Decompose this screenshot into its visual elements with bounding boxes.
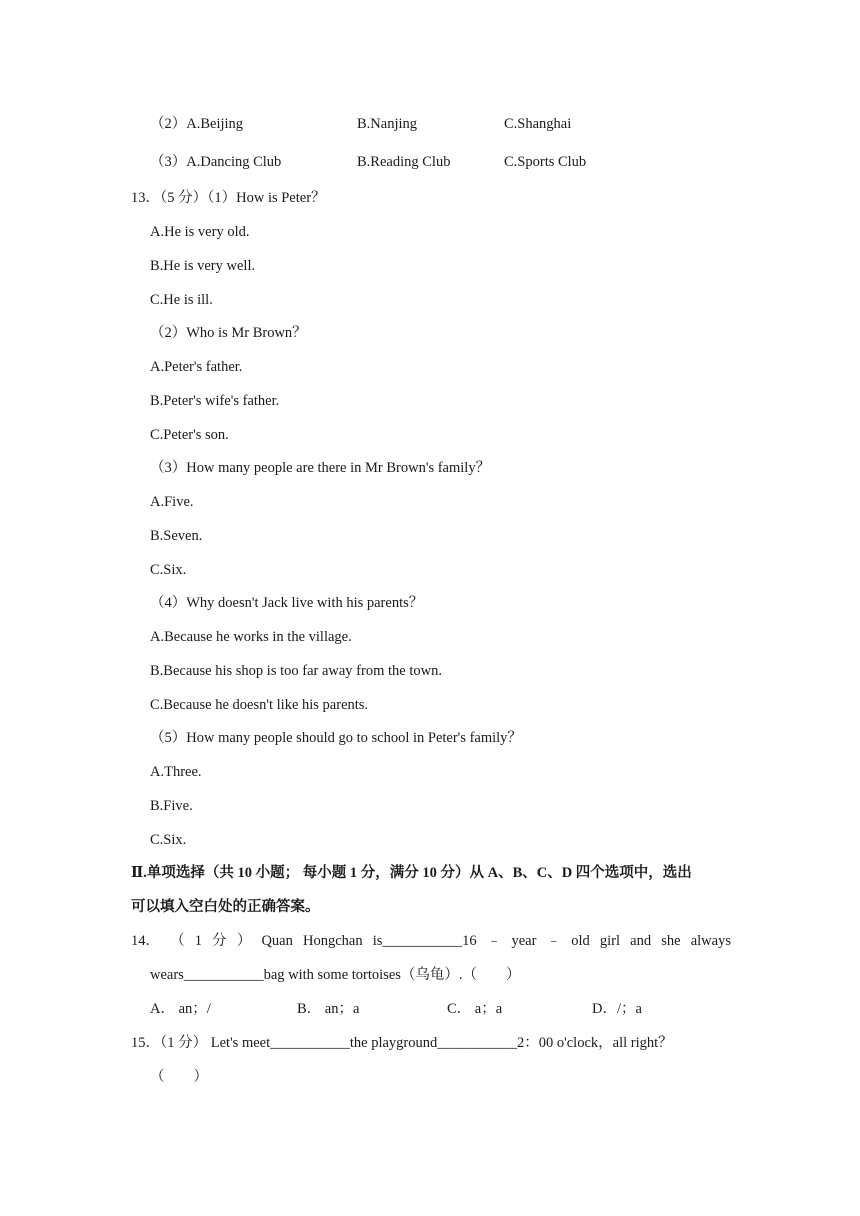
q14-word: always [690,933,731,949]
q12-item3-num-a [150,153,281,171]
q13-s4-option-b: B.Because his shop is too far away from the town. [150,663,442,679]
q14-word: ﹣ [546,933,562,949]
q14-word: 分 [212,933,227,949]
q15-line2: （ ） [150,1069,208,1085]
q14-word: she [661,933,681,949]
q15-line1: 15．（1 分） Let's meet___________the playground___________2：00 o'clock，all right？ [131,1035,673,1051]
q12-item2-num-a [150,115,243,133]
q12-item3-option-a: A.Dancing Club [186,154,282,170]
q13-s5-option-c: C.Six. [150,832,187,848]
q14-word: year [511,933,537,949]
q14-option-a: A． an；/ [150,1001,211,1017]
q13-s2-question: （2）Who is Mr Brown？ [150,325,307,341]
q14-option-b: B． an；a [297,1001,360,1017]
q13-s5-question: （5）How many people should go to school in Peter's family？ [150,730,522,746]
q14-word: Quan [261,933,293,949]
q13-s3-option-b: B.Seven. [150,528,203,544]
q14-word: and [630,933,652,949]
q13-s4-option-a: A.Because he works in the village. [150,629,352,645]
q13-s1-option-b: B.He is very well. [150,258,256,274]
q14-line1 [131,932,731,950]
q12-item2-option-b: B.Nanjing [357,116,418,132]
q12-item2-number: （2） [150,116,187,132]
q13-s3-option-a: A.Five. [150,494,194,510]
q14-word: Hongchan [303,933,363,949]
q12-item3-option-c: C.Sports Club [504,154,587,170]
q14-word: （ [170,933,185,949]
q14-word: old [571,933,590,949]
q13-s5-option-b: B.Five. [150,798,193,814]
q13-s3-question: （3）How many people are there in Mr Brown's family？ [150,460,491,476]
q12-item3-number: （3） [150,154,187,170]
q14-option-c: C． a；a [447,1001,503,1017]
q13-s2-option-c: C.Peter's son. [150,427,229,443]
q14-word: is___________16 [372,933,477,949]
q13-s1-option-a: A.He is very old. [150,224,250,240]
q12-item2-option-a: A.Beijing [186,116,244,132]
q13-s5-option-a: A.Three. [150,764,202,780]
q13-header: 13．（5 分）（1）How is Peter？ [131,190,326,206]
q14-line2: wears___________bag with some tortoises（乌龟）.（ ） [150,967,521,983]
q14-word: 14． [131,933,160,949]
q14-word: ﹣ [486,933,502,949]
section2-heading-line2: 可以填入空白处的正确答案。 [131,899,320,915]
q14-word: girl [599,933,620,949]
q13-s4-question: （4）Why doesn't Jack live with his parents？ [150,595,424,611]
q13-s3-option-c: C.Six. [150,562,187,578]
section2-heading-line1: Ⅱ.单项选择（共 10 小题； 每小题 1 分，满分 10 分）从 A、B、C、D 四个选项中，选出 [131,865,692,881]
q13-s2-option-b: B.Peter's wife's father. [150,393,280,409]
q14-word: 1 [194,933,203,949]
q13-s4-option-c: C.Because he doesn't like his parents. [150,697,369,713]
q13-s2-option-a: A.Peter's father. [150,359,243,375]
q12-item3-option-b: B.Reading Club [357,154,451,170]
q14-option-d: D．/；a [592,1001,642,1017]
q13-s1-option-c: C.He is ill. [150,292,213,308]
q14-word: ） [236,933,252,949]
q12-item2-option-c: C.Shanghai [504,116,572,132]
